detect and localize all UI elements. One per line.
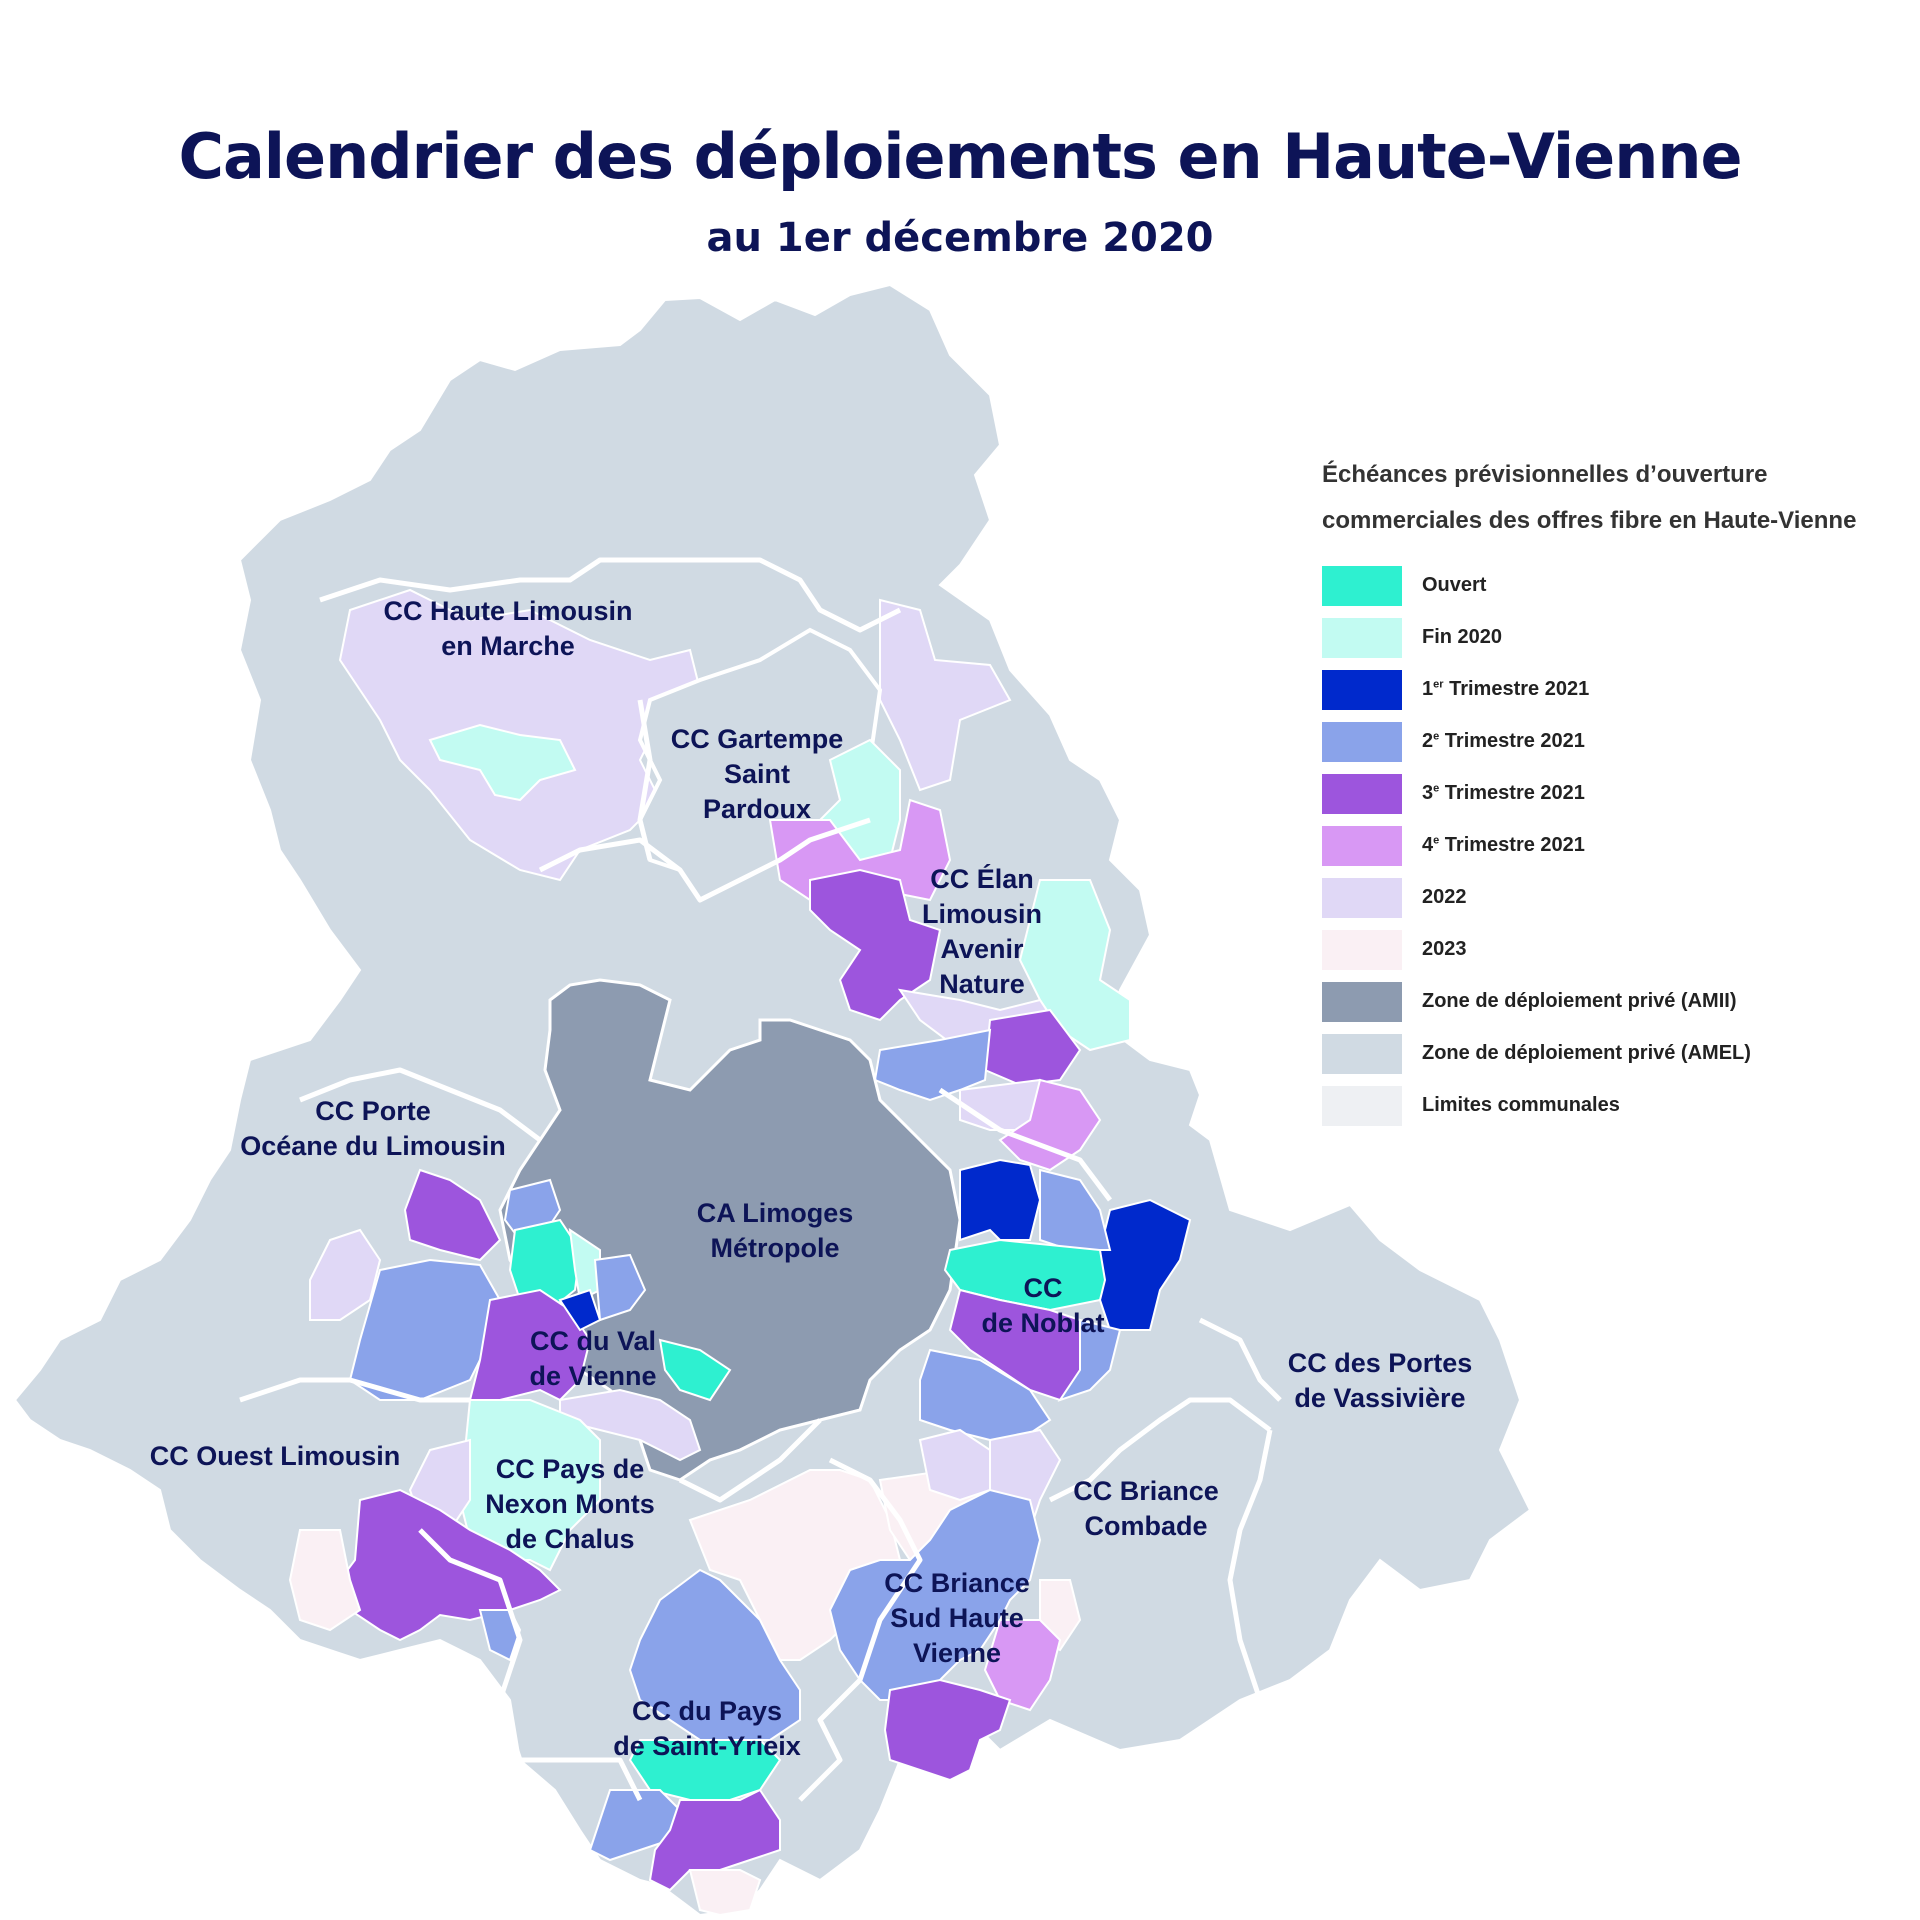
zone-t1-noblat-a <box>960 1160 1040 1240</box>
legend-label-num: 1 <box>1422 678 1434 700</box>
label-haute-limousin: CC Haute Limousin <box>383 596 633 626</box>
legend-item <box>1322 930 1912 982</box>
legend-label <box>1422 730 1585 753</box>
legend-label <box>1422 782 1585 805</box>
legend-label: Limites communales <box>1422 1094 1620 1116</box>
label-briance-combade-2: Combade <box>1084 1511 1208 1541</box>
label-limoges: CA Limoges <box>696 1198 854 1228</box>
label-briance-combade: CC Briance <box>1073 1476 1219 1506</box>
legend-item <box>1322 1086 1912 1138</box>
label-saint-yrieix: CC du Pays <box>631 1696 783 1726</box>
legend-label-num: 4 <box>1422 834 1434 856</box>
label-gartempe: CC Gartempe <box>670 724 844 754</box>
legend-label-num: 2 <box>1422 730 1434 752</box>
label-briance-sud: CC Briance <box>884 1568 1030 1598</box>
legend-swatch <box>1322 670 1402 710</box>
legend-item <box>1322 670 1912 722</box>
label-saint-yrieix-2: de Saint-Yrieix <box>613 1731 801 1761</box>
legend-swatch <box>1322 826 1402 866</box>
label-val-vienne: CC du Val <box>529 1326 657 1356</box>
zone-2023-yrieix <box>690 1870 760 1915</box>
legend-title <box>1322 452 1912 544</box>
label-porte-oceane-2: Océane du Limousin <box>240 1131 506 1161</box>
legend-swatch <box>1322 982 1402 1022</box>
legend-items <box>1322 566 1912 1138</box>
legend-item <box>1322 878 1912 930</box>
legend-label-text: Trimestre 2021 <box>1443 678 1590 700</box>
legend-label: 2022 <box>1422 886 1467 908</box>
legend-label-ordinal: e <box>1433 730 1440 743</box>
label-elan-2: Limousin <box>922 899 1042 929</box>
legend-swatch <box>1322 618 1402 658</box>
label-nexon-2: Nexon Monts <box>485 1489 655 1519</box>
zone-t3-briance <box>885 1680 1010 1780</box>
legend-swatch <box>1322 566 1402 606</box>
legend-swatch <box>1322 774 1402 814</box>
label-limoges-2: Métropole <box>710 1233 840 1263</box>
map-subtitle: au 1er décembre 2020 <box>706 215 1214 261</box>
legend-title-line1: Échéances prévisionnelles d’ouverture <box>1322 461 1768 488</box>
legend-label-text: Trimestre 2021 <box>1439 730 1585 752</box>
legend-label: Zone de déploiement privé (AMEL) <box>1422 1042 1751 1064</box>
legend-swatch <box>1322 878 1402 918</box>
legend-swatch <box>1322 722 1402 762</box>
legend-item <box>1322 982 1912 1034</box>
label-elan-4: Nature <box>939 969 1025 999</box>
label-gartempe-2: Saint <box>723 759 791 789</box>
legend-label: Zone de déploiement privé (AMII) <box>1422 990 1737 1012</box>
legend-label-text: Trimestre 2021 <box>1439 782 1585 804</box>
label-elan-3: Avenir <box>940 934 1024 964</box>
legend-label-ordinal: er <box>1433 678 1444 691</box>
legend-title-line2: commerciales des offres fibre en Haute-Vienne <box>1322 507 1857 534</box>
label-ouest-limousin: CC Ouest Limousin <box>149 1441 401 1471</box>
legend-item <box>1322 774 1912 826</box>
label-briance-sud-2: Sud Haute <box>890 1603 1024 1633</box>
legend-label-text: Trimestre 2021 <box>1439 834 1585 856</box>
label-briance-sud-3: Vienne <box>912 1638 1002 1668</box>
label-noblat: CC <box>1023 1273 1063 1303</box>
legend-swatch <box>1322 1086 1402 1126</box>
legend-label: Ouvert <box>1422 574 1487 596</box>
legend-label-num: 3 <box>1422 782 1434 804</box>
label-haute-limousin-2: en Marche <box>441 631 575 661</box>
label-elan: CC Élan <box>930 864 1034 894</box>
map-title: Calendrier des déploiements en Haute-Vienne <box>178 120 1742 193</box>
legend-label <box>1422 678 1589 701</box>
legend-swatch <box>1322 1034 1402 1074</box>
label-vassiviere-2: de Vassivière <box>1294 1383 1466 1413</box>
label-nexon-3: de Chalus <box>505 1524 635 1554</box>
legend-item <box>1322 1034 1912 1086</box>
label-noblat-2: de Noblat <box>981 1308 1105 1338</box>
legend-item <box>1322 826 1912 878</box>
label-val-vienne-2: de Vienne <box>529 1361 657 1391</box>
legend-swatch <box>1322 930 1402 970</box>
label-nexon: CC Pays de <box>495 1454 645 1484</box>
legend-item <box>1322 618 1912 670</box>
legend-item <box>1322 566 1912 618</box>
legend <box>1322 452 1912 1138</box>
legend-label-ordinal: e <box>1433 834 1440 847</box>
label-porte-oceane: CC Porte <box>315 1096 431 1126</box>
legend-label: Fin 2020 <box>1422 626 1503 648</box>
legend-label-ordinal: e <box>1433 782 1440 795</box>
legend-label: 2023 <box>1422 938 1467 960</box>
label-vassiviere: CC des Portes <box>1287 1348 1473 1378</box>
legend-label <box>1422 834 1585 857</box>
legend-item <box>1322 722 1912 774</box>
label-gartempe-3: Pardoux <box>702 794 812 824</box>
